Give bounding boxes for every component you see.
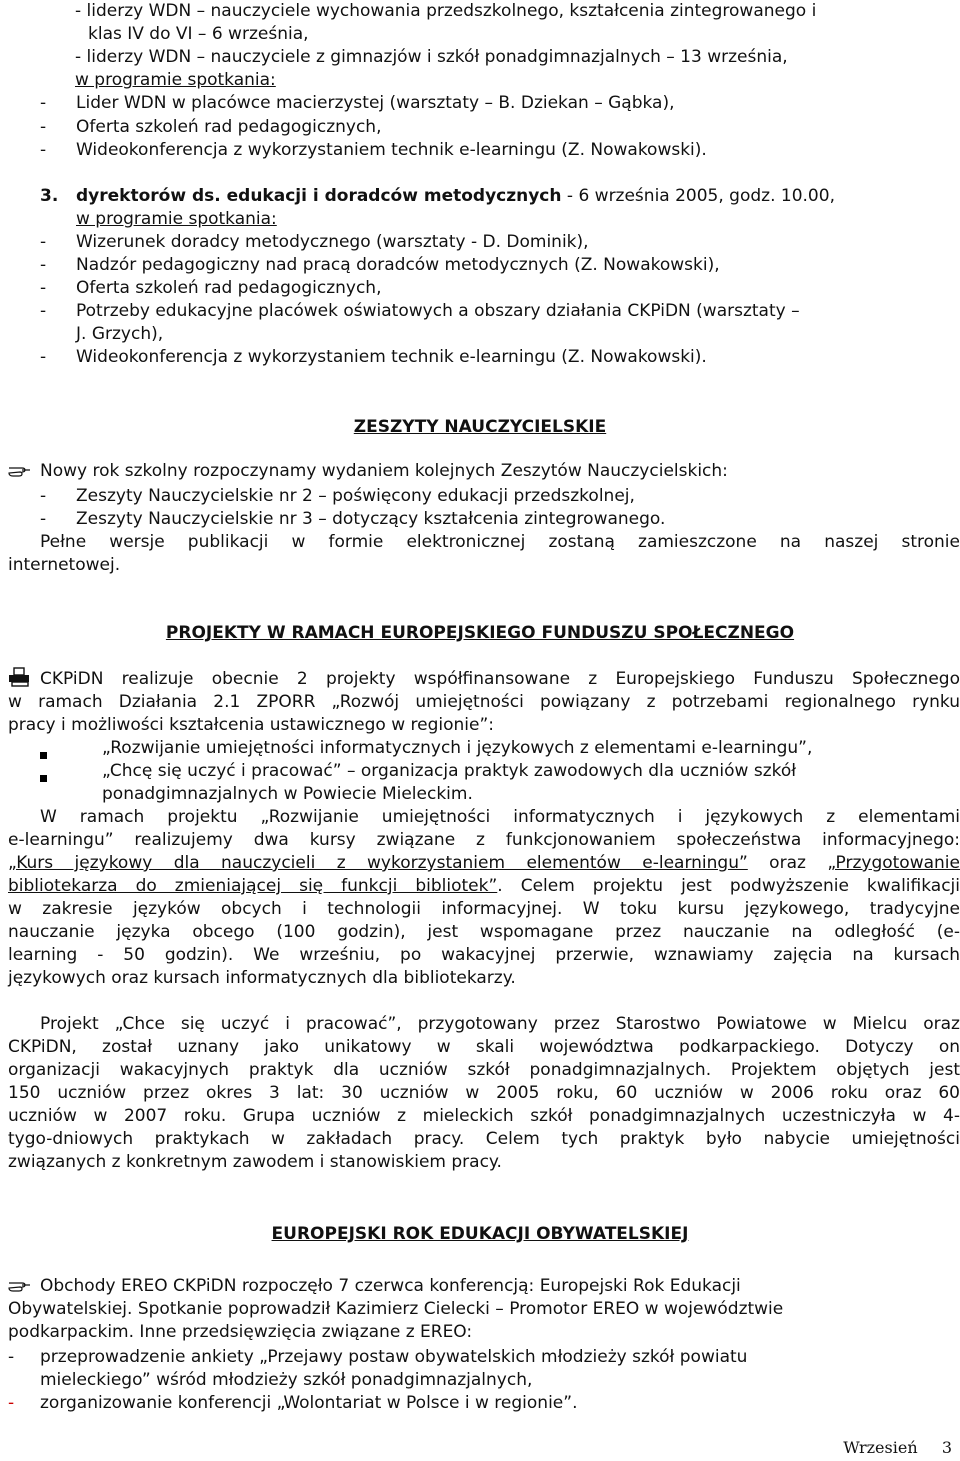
list-item: Oferta szkoleń rad pedagogicznych, — [76, 278, 382, 298]
square-bullet-icon — [40, 743, 47, 766]
paragraph-line: CKPiDN, został uznany jako unikatowy w skali województwa podkarpackiego. Dotyczy on — [8, 1037, 960, 1057]
paragraph-line: Obchody EREO CKPiDN rozpoczęło 7 czerwca konferencją: Europejski Rok Edukacji — [40, 1276, 741, 1296]
footer-month: Wrzesień — [843, 1438, 918, 1457]
section-number: 3. — [40, 186, 59, 206]
bullet-item-continuation: ponadgimnazjalnych w Powiecie Mieleckim. — [102, 784, 473, 804]
dash-marker: - — [40, 509, 47, 529]
course-title-link: bibliotekarza do zmieniającej się funkcji bibliotek” — [8, 876, 498, 896]
list-item: Wizerunek doradcy metodycznego (warsztaty - D. Dominik), — [76, 232, 589, 252]
paragraph-line — [8, 875, 960, 898]
list-item: Zeszyty Nauczycielskie nr 2 – poświęcony edukacji przedszkolnej, — [76, 486, 635, 506]
section-title-rest: - 6 września 2005, godz. 10.00, — [561, 186, 835, 206]
bullet-item: „Rozwijanie umiejętności informatycznych i językowych z elementami e-learningu”, — [102, 738, 813, 758]
dash-marker: - — [40, 117, 47, 137]
dash-marker: - — [40, 486, 47, 506]
conjunction: oraz — [747, 853, 828, 873]
section-heading: PROJEKTY W RAMACH EUROPEJSKIEGO FUNDUSZU SPOŁECZNEGO — [165, 623, 795, 643]
page-number: 3 — [941, 1438, 952, 1457]
program-label: w programie spotkania: — [76, 209, 277, 229]
paragraph-line: W ramach projektu „Rozwijanie umiejętności informatycznych i językowych z elementami — [40, 807, 960, 827]
paragraph-line: nauczanie języka obcego (100 godzin), jest wspomagane przez nauczanie na odległość (e- — [8, 922, 960, 942]
section-title-bold: dyrektorów ds. edukacji i doradców metodycznych — [76, 186, 562, 206]
dash-marker: - — [40, 93, 47, 113]
dash-marker: - — [40, 140, 47, 160]
list-item: Zeszyty Nauczycielskie nr 3 – dotyczący kształcenia zintegrowanego. — [76, 509, 666, 529]
dash-marker: - — [40, 278, 47, 298]
paragraph-line: językowych oraz kursach informatycznych dla bibliotekarzy. — [8, 968, 516, 988]
list-item: Wideokonferencja z wykorzystaniem technik e-learningu (Z. Nowakowski). — [76, 347, 707, 367]
paragraph-line: Obywatelskiej. Spotkanie poprowadził Kazimierz Cielecki – Promotor EREO w województwie — [8, 1299, 784, 1319]
dash-marker: - — [40, 255, 47, 275]
dash-marker: - — [40, 301, 47, 321]
pointing-hand-icon — [8, 462, 32, 485]
dash-marker: - — [40, 232, 47, 252]
pointing-hand-icon — [8, 1277, 32, 1300]
paragraph-line: learning - 50 godzin). We wrześniu, po wakacyjnej przerwie, wznawiamy zajęcia na kursach — [8, 945, 960, 965]
paragraph-line: Nowy rok szkolny rozpoczynamy wydaniem kolejnych Zeszytów Nauczycielskich: — [40, 461, 728, 481]
list-item: zorganizowanie konferencji „Wolontariat w Polsce i w regionie”. — [40, 1393, 578, 1413]
paragraph-text: . Celem projektu jest podwyższenie kwalifikacji — [497, 876, 960, 896]
list-item: Oferta szkoleń rad pedagogicznych, — [76, 117, 382, 137]
paragraph-line: pracy i możliwości kształcenia ustawicznego w regionie”: — [8, 715, 494, 735]
paragraph-line: e-learningu” realizujemy dwa kursy związane z funkcjonowaniem społeczeństwa informacyjnego: — [8, 830, 960, 850]
paragraph-line: Pełne wersje publikacji w formie elektronicznej zostaną zamieszczone na naszej stronie — [40, 532, 960, 552]
paragraph-line: w ramach Działania 2.1 ZPORR „Rozwój umiejętności powiązany z potrzebami regionalnego rynku — [8, 692, 960, 712]
text-line: - liderzy WDN – nauczyciele wychowania przedszkolnego, kształcenia zintegrowanego i — [75, 1, 817, 21]
bullet-item: „Chcę się uczyć i pracować” – organizacja praktyk zawodowych dla uczniów szkół — [102, 761, 797, 781]
dash-marker: - — [8, 1347, 15, 1367]
text-line: - liderzy WDN – nauczyciele z gimnazjów i szkół ponadgimnazjalnych – 13 września, — [75, 47, 788, 67]
paragraph-line: Projekt „Chce się uczyć i pracować”, przygotowany przez Starostwo Powiatowe w Mielcu oraz — [40, 1014, 960, 1034]
page-footer — [843, 1438, 952, 1457]
list-item-continuation: mieleckiego” wśród młodzieży szkół ponadgimnazjalnych, — [40, 1370, 533, 1390]
list-item: Lider WDN w placówce macierzystej (warsztaty – B. Dziekan – Gąbka), — [76, 93, 675, 113]
paragraph-line: 150 uczniów przez okres 3 lat: 30 uczniów w 2005 roku, 60 uczniów w 2006 roku oraz 60 — [8, 1083, 960, 1103]
paragraph-line: tygo-dniowych praktykach w zakładach pracy. Celem tych praktyk było nabycie umiejętności — [8, 1129, 960, 1149]
course-title-link: „Przygotowanie — [827, 853, 960, 873]
list-item-continuation: J. Grzych), — [76, 324, 164, 344]
red-dash-marker: - — [8, 1393, 15, 1413]
paragraph-line: podkarpackim. Inne przedsięwzięcia związane z EREO: — [8, 1322, 473, 1342]
dash-marker: - — [40, 347, 47, 367]
program-label: w programie spotkania: — [75, 70, 276, 90]
paragraph-line: CKPiDN realizuje obecnie 2 projekty współfinansowane z Europejskiego Funduszu Społecznego — [40, 669, 960, 689]
list-item: Potrzeby edukacyjne placówek oświatowych a obszary działania CKPiDN (warsztaty – — [76, 301, 800, 321]
list-item: Wideokonferencja z wykorzystaniem technik e-learningu (Z. Nowakowski). — [76, 140, 707, 160]
square-bullet-icon — [40, 766, 47, 789]
course-title-link: „Kurs językowy dla nauczycieli z wykorzystaniem elementów e-learningu” — [8, 853, 748, 873]
paragraph-line: internetowej. — [8, 555, 121, 575]
paragraph-line: związanych z konkretnym zawodem i stanowiskiem pracy. — [8, 1152, 502, 1172]
paragraph-line — [8, 852, 960, 875]
text-line: klas IV do VI – 6 września, — [88, 24, 309, 44]
paragraph-line: uczniów w 2007 roku. Grupa uczniów z mieleckich szkół ponadgimnazjalnych uczestniczyła w 4- — [8, 1106, 960, 1126]
list-item: Nadzór pedagogiczny nad pracą doradców metodycznych (Z. Nowakowski), — [76, 255, 720, 275]
paragraph-line: w zakresie języków obcych i technologii informacyjnej. W toku kursu językowego, tradycyjne — [8, 899, 960, 919]
section-title — [76, 185, 835, 208]
section-heading: ZESZYTY NAUCZYCIELSKIE — [353, 417, 607, 437]
list-item: przeprowadzenie ankiety „Przejawy postaw obywatelskich młodzieży szkół powiatu — [40, 1347, 748, 1367]
section-heading: EUROPEJSKI ROK EDUKACJI OBYWATELSKIEJ — [271, 1224, 689, 1244]
paragraph-line: organizacji wakacyjnych praktyk dla uczniów szkół ponadgimnazjalnych. Projektem objętych jest — [8, 1060, 960, 1080]
